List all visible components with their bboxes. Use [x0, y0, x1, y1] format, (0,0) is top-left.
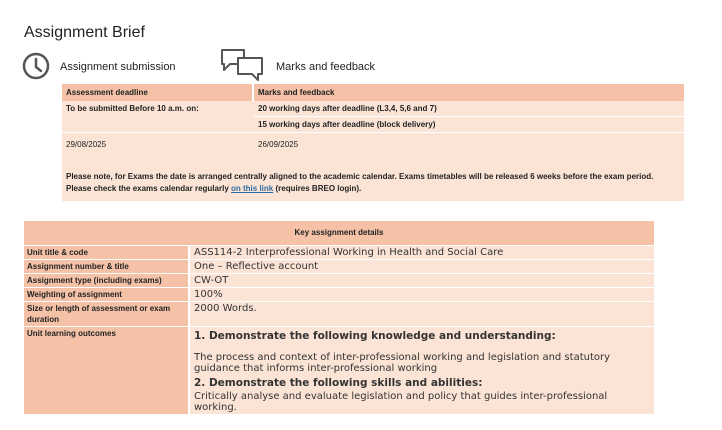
- deadline-table-body: [62, 101, 684, 201]
- row-label: Unit title & code: [24, 246, 188, 259]
- row-value: One – Reflective account: [188, 260, 654, 273]
- outcome-1-text: The process and context of inter-professional working and legislation and statutory guidance that informs inter-professional working: [194, 352, 611, 374]
- row-value: CW-OT: [188, 274, 654, 287]
- row-label: Weighting of assignment: [24, 288, 188, 301]
- row-label: Size or length of assessment or exam duration: [24, 302, 188, 326]
- deadline-table-header: [62, 84, 684, 101]
- deadline-header: Assessment deadline: [62, 84, 254, 101]
- table-row: [24, 301, 654, 326]
- table-row: [24, 273, 654, 287]
- feedback-note-1: 20 working days after deadline (L3,4, 5,6 and 7): [258, 104, 437, 113]
- feedback-date: 26/09/2025: [258, 140, 299, 149]
- feedback-label: Marks and feedback: [276, 61, 376, 73]
- feedback-note-2: 15 working days after deadline (block delivery): [254, 116, 684, 132]
- outcomes-label: Unit learning outcomes: [24, 327, 188, 414]
- learning-outcomes-row: [24, 326, 654, 414]
- row-label: Assignment type (including exams): [24, 274, 188, 287]
- deadline-date: 29/08/2025: [66, 140, 107, 149]
- submission-label: Assignment submission: [60, 61, 176, 73]
- row-value: 100%: [188, 288, 654, 301]
- outcome-1-heading: 1. Demonstrate the following knowledge and understanding:: [194, 330, 556, 342]
- details-table-title: Key assignment details: [24, 221, 654, 245]
- table-row: [24, 287, 654, 301]
- deadline-table: [62, 84, 684, 201]
- row-value: ASS114-2 Interprofessional Working in Health and Social Care: [188, 246, 654, 259]
- table-row: [24, 259, 654, 273]
- table-row: [24, 245, 654, 259]
- feedback-header: Marks and feedback: [254, 84, 684, 101]
- outcomes-value: [188, 327, 654, 414]
- exams-calendar-link[interactable]: on this link: [231, 184, 274, 193]
- exam-notice-text: Please note, for Exams the date is arranged centrally aligned to the academic calendar. Exams timetables will be released 6 weeks before the exam period. Please check the exams calendar regularly: [66, 172, 654, 193]
- details-table: [24, 221, 654, 414]
- row-value: 2000 Words.: [188, 302, 654, 326]
- clock-icon: [22, 52, 50, 80]
- row-label: Assignment number & title: [24, 260, 188, 273]
- exam-notice-suffix: (requires BREO login).: [275, 184, 362, 193]
- outcome-2-heading: 2. Demonstrate the following skills and abilities:: [194, 377, 483, 389]
- outcome-2-text: Critically analyse and evaluate legislation and policy that guides inter-professional working.: [194, 391, 608, 413]
- submission-time-note: To be submitted Before 10 a.m. on:: [66, 104, 199, 113]
- exam-notice: [62, 165, 684, 201]
- chat-bubbles-icon: [220, 48, 266, 82]
- page-title: Assignment Brief: [24, 24, 145, 41]
